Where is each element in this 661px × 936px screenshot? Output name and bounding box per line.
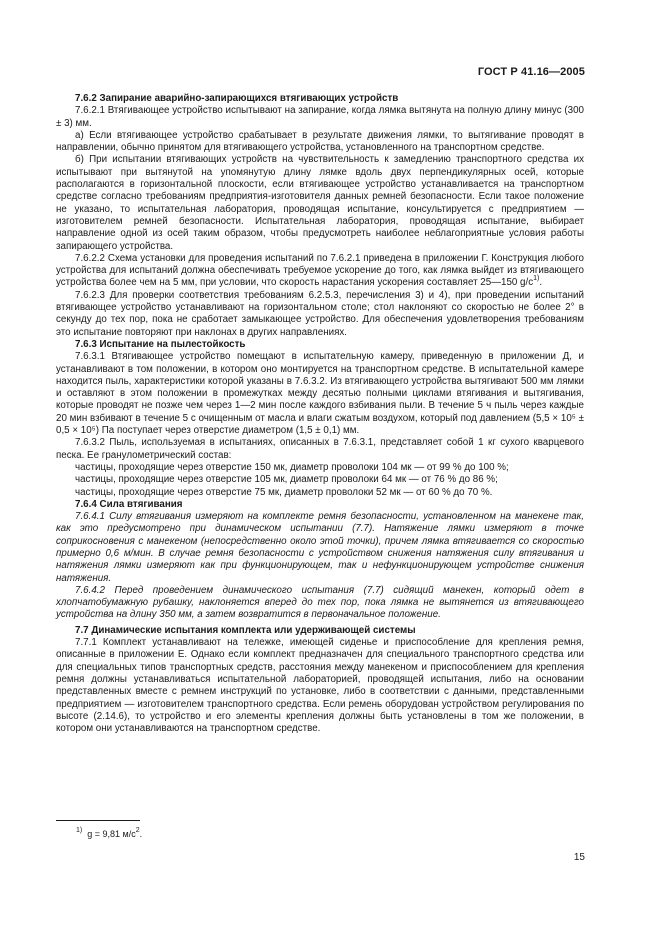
list-item: частицы, проходящие через отверстие 150 мк, диаметр проволоки 104 мк — от 99 % до 100 %; — [75, 461, 509, 473]
paragraph-7-6-2-3: 7.6.2.3 Для проверки соответствия требованиям 6.2.5.3, перечисления 3) и 4), при проведении испытаний втягивающее устройство устанавливают на горизонтальном столе; стол наклоняют со скоростью не более 2° в секунду до тех пор, пока не сработает замыкающее устройство. Для обеспечения удовлетворения требованиям это испытание повторяют при наклонах в других направлениях. — [56, 289, 584, 338]
paragraph-7-6-2-2-end: . — [539, 277, 543, 289]
footnote-divider — [56, 820, 140, 821]
paragraph-7-6-3-2: 7.6.3.2 Пыль, используемая в испытаниях, описанных в 7.6.3.1, представляет собой 1 кг сухого кварцевого песка. Ее гранулометрический состав: — [56, 437, 584, 461]
footnote-ref: 1) — [533, 275, 540, 283]
list-item: частицы, проходящие через отверстие 105 мк, диаметр проволоки 64 мк — от 76 % до 86 %; — [75, 474, 498, 486]
paragraph-7-6-4-2: 7.6.4.2 Перед проведением динамического испытания (7.7) сидящий манекен, который одет в хлопчатобумажную рубашку, наклоняется вперед до тех пор, пока лямка не вытянется из втягивающего устройства на длину 350 мм, а затем возвратится в первоначальное положение. — [56, 584, 584, 621]
section-heading-7-6-2: 7.6.2 Запирание аварийно-запирающихся втягивающих устройств — [75, 93, 399, 104]
section-heading-7-6-3: 7.6.3 Испытание на пылестойкость — [75, 338, 246, 350]
paragraph-7-6-2-1-b: б) При испытании втягивающих устройств на чувствительность к замедлению транспортного средства их испытывают при вытянутой на упомянутую длину лямке вдоль двух перпендикулярных осей, которые располагаются в горизонтальной плоскости, если втягивающее устройство устанавливается на транспортном средстве согласно требованиям предприятия-изготовителя данных ремней безопасности. Если такое положение не указано, то испытательная лаборатория, проводящая испытание, консультируется с предприятием — изготовителем ремней безопасности. Испытательная лаборатория, проводящая испытание, выбирает направление одной из осей таким образом, чтобы предусмотреть наиболее неблагоприятные условия работы запирающего устройства. — [56, 154, 584, 252]
paragraph-7-6-2-2-text: 7.6.2.2 Схема установки для проведения испытаний по 7.6.2.1 приведена в приложении Г. Конструкция любого устройства для испытаний должна обеспечивать требуемое ускорение до того, как лямка выйдет из втягивающего устройства более чем на 5 мм, при условии, что скорость нарастания ускорения составляет 25—150 g/с — [56, 252, 584, 289]
standard-header: ГОСТ Р 41.16—2005 — [477, 66, 585, 78]
particle-list — [56, 462, 584, 499]
list-item: частицы, проходящие через отверстие 75 мк, диаметр проволоки 52 мк — от 60 % до 70 %. — [75, 486, 493, 498]
paragraph-7-6-2-1-a: а) Если втягивающее устройство срабатывает в результате движения лямки, то вытягивание проводят в направлении, обычно принятом для втягивающего устройства, установленного на транспортном средстве. — [56, 129, 584, 154]
footnote-text: g = 9,81 м/с — [87, 829, 136, 839]
paragraph-7-6-4-1: 7.6.4.1 Силу втягивания измеряют на комплекте ремня безопасности, установленном на манекене так, как это предусмотрено при динамическом испытании (7.7). Натяжение лямки измеряют в точке соприкосновения с манекеном (непосредственно около этой точки), причем лямка втягивается со скоростью примерно 0,6 м/мин. В случае ремня безопасности с устройством снижения натяжения силу втягивания и натяжения лямки измеряют как при функционирующем, так и нефункционирующем устройстве снижения натяжения. — [56, 511, 584, 584]
document-body — [56, 93, 584, 735]
paragraph-7-7-1: 7.7.1 Комплект устанавливают на тележке, имеющей сиденье и приспособление для крепления ремня, описанные в приложении Е. Однако если комплект предназначен для специального транспортного средства или для специальных типов транспортных средств, расстояния между манекеном и приспособлением для крепления ремня должны устанавливаться испытательной лабораторией, проводящей испытания, либо на основании представленных вместе с ремнем инструкций по установке, либо в соответствии с данными, представленными предприятием — изготовителем транспортного средства. Если ремень оборудован устройством регулирования по высоте (2.14.6), то устройство и его элементы крепления должны быть установлены в том же положении, в котором они устанавливаются на транспортном средстве. — [56, 637, 584, 735]
page-number: 15 — [573, 852, 585, 863]
section-heading-7-7: 7.7 Динамические испытания комплекта или удерживающей системы — [75, 624, 416, 636]
paragraph-7-6-3-1: 7.6.3.1 Втягивающее устройство помещают в испытательную камеру, приведенную в приложении Д, и устанавливают в том положении, в котором оно монтируется на транспортном средстве. В испытательной камере находится пыль, характеристики которой указаны в 7.6.3.2. Из втягивающего устройства вытягивают 500 мм лямки и оставляют в этом положении в промежутках между десятью полными циклами втягивания и вытягивания, которые проводят не позже чем через 1—2 мин после каждого взбивания пыли. В течение 5 ч пыль через каждые 20 мин взбивают в течение 5 с очищенным от масла и влаги сжатым воздухом, который под давлением (5,5 × 10⁵ ± 0,5 × 10⁵) Па поступает через отверстие диаметром (1,5 ± 0,1) мм. — [56, 351, 584, 437]
paragraph-7-6-2-2 — [56, 253, 584, 290]
footnote-exponent: 2 — [135, 827, 140, 834]
footnote-end: . — [139, 829, 143, 839]
footnote-marker: 1) — [76, 827, 83, 834]
section-heading-7-6-4: 7.6.4 Сила втягивания — [75, 498, 183, 510]
paragraph-7-6-2-1: 7.6.2.1 Втягивающее устройство испытывают на запирание, когда лямка вытянута на полную длину минус (300 ± 3) мм. — [56, 105, 584, 129]
footnote — [76, 829, 142, 839]
